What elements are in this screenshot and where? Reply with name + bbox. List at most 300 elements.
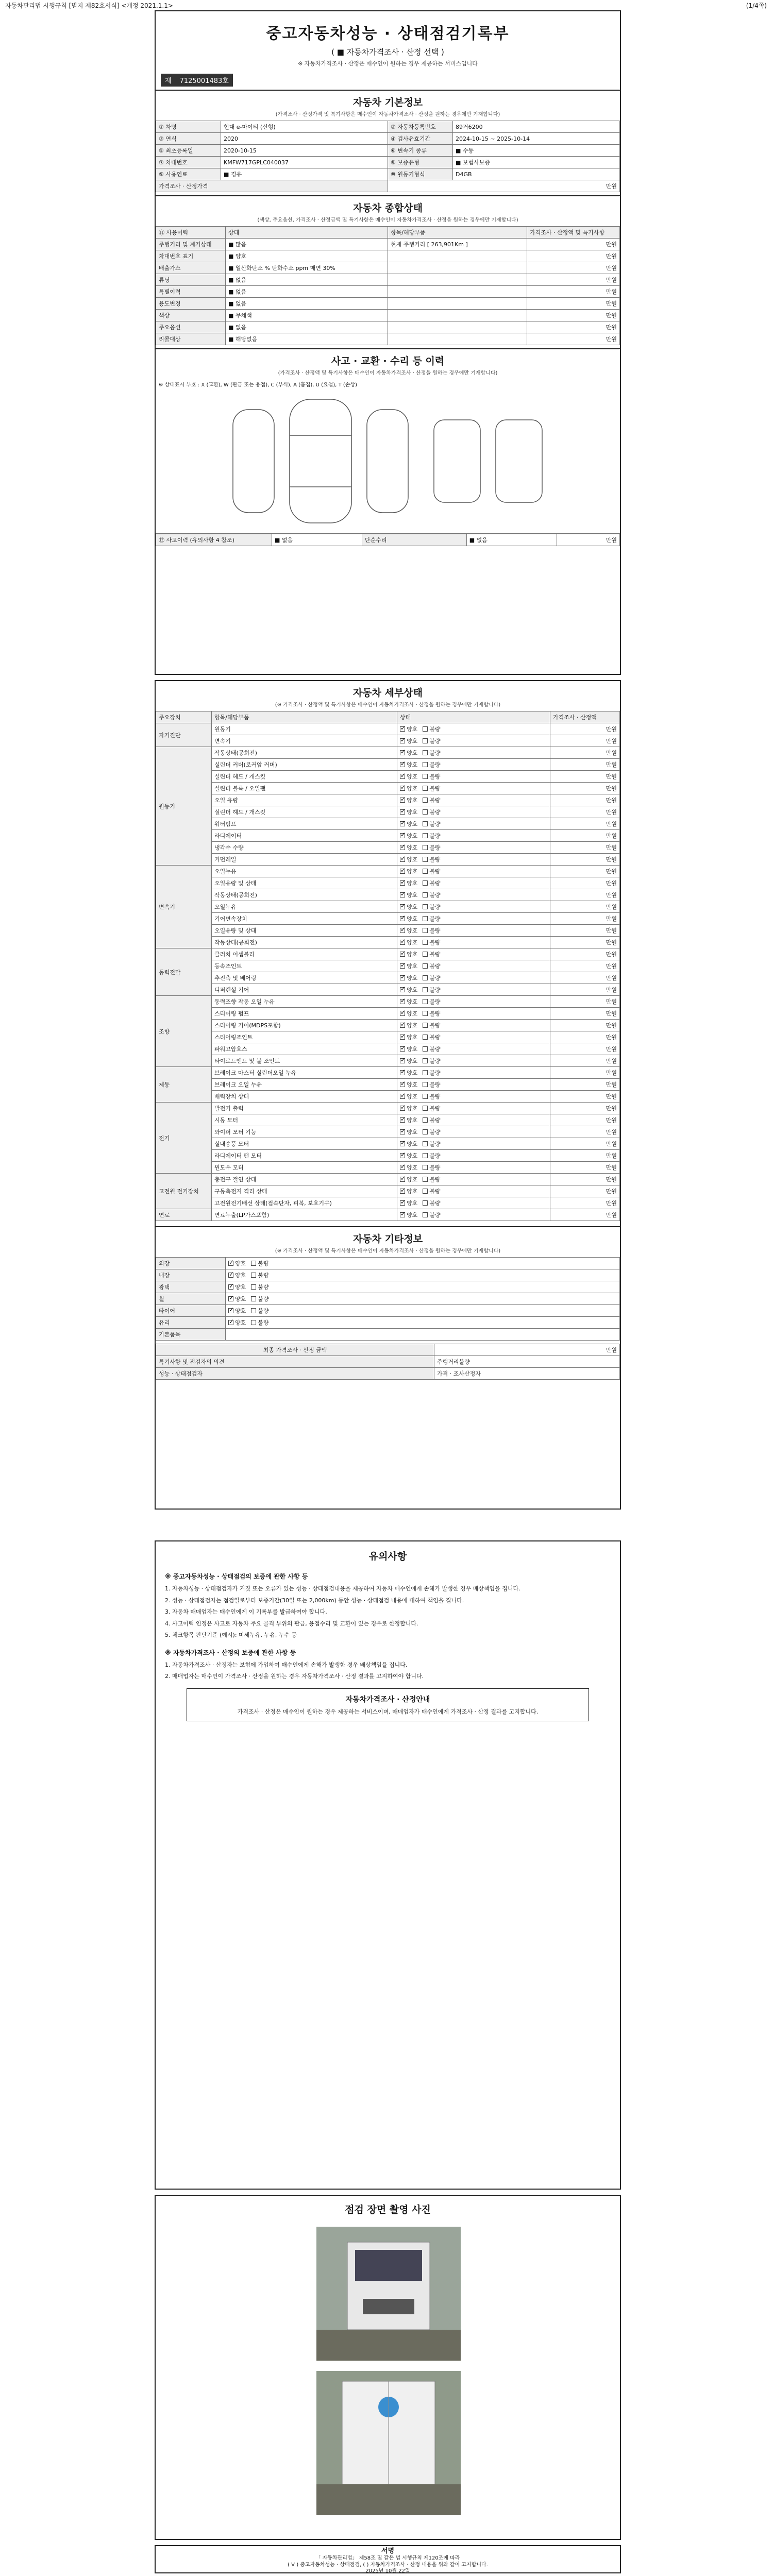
detail-row — [156, 1185, 620, 1197]
state-bad-label: 불량 — [429, 892, 441, 899]
detail-row — [156, 937, 620, 948]
detail-state — [397, 842, 550, 854]
checkbox-good[interactable] — [400, 786, 405, 791]
detail-state — [397, 877, 550, 889]
checkbox-good[interactable] — [400, 821, 405, 826]
detail-group: 자기진단 — [156, 723, 212, 747]
checkbox-bad[interactable] — [423, 952, 428, 957]
detail-row — [156, 735, 620, 747]
detail-price: 만원 — [550, 1114, 620, 1126]
detail-group: 전기 — [156, 1103, 212, 1174]
detail-row — [156, 877, 620, 889]
overall-state: ■ 무채색 — [226, 310, 388, 321]
overall-row — [156, 262, 620, 274]
overall-row — [156, 298, 620, 310]
checkbox-bad[interactable] — [423, 963, 428, 969]
detail-state — [397, 1091, 550, 1103]
overall-key: 튜닝 — [156, 274, 226, 286]
checkbox-good[interactable] — [400, 738, 405, 743]
checkbox-good[interactable] — [400, 1082, 405, 1087]
checkbox-good[interactable] — [400, 952, 405, 957]
detail-state — [397, 901, 550, 913]
overall-price: 만원 — [527, 298, 620, 310]
checkbox-bad[interactable] — [251, 1320, 256, 1325]
detail-row — [156, 1138, 620, 1150]
checkbox-good[interactable] — [400, 762, 405, 767]
notice-box-title: 자동차가격조사 · 산정안내 — [345, 1695, 430, 1704]
overall-row — [156, 333, 620, 345]
detail-state — [397, 747, 550, 759]
checkbox-good[interactable] — [228, 1273, 233, 1278]
overall-key: 특별이력 — [156, 286, 226, 298]
basic-key: ⑥ 변속기 종류 — [388, 145, 453, 157]
checkbox-good[interactable] — [400, 1058, 405, 1063]
checkbox-bad[interactable] — [423, 857, 428, 862]
truck-front-photo — [316, 2227, 461, 2361]
checkbox-bad[interactable] — [423, 1189, 428, 1194]
detail-price: 만원 — [550, 747, 620, 759]
detail-state — [397, 818, 550, 830]
state-bad-label: 불량 — [429, 797, 441, 804]
checkbox-bad[interactable] — [423, 916, 428, 921]
overall-price: 만원 — [527, 333, 620, 345]
checkbox-good[interactable] — [400, 1212, 405, 1217]
detail-state — [397, 866, 550, 877]
detail-subtitle: (※ 가격조사 · 산정액 및 특기사항은 매수인이 자동차가격조사 · 산정을 원하는 경우에만 기재합니다) — [275, 702, 501, 708]
state-good-label: 양호 — [407, 880, 418, 887]
state-good-label: 양호 — [407, 856, 418, 863]
detail-item: 변속기 — [212, 735, 397, 747]
checkbox-bad[interactable] — [423, 975, 428, 980]
checkbox-good[interactable] — [400, 999, 405, 1004]
state-bad-label: 불량 — [429, 750, 441, 756]
checkbox-bad[interactable] — [423, 774, 428, 779]
photos-title: 점검 장면 촬영 사진 — [345, 2204, 431, 2215]
other-state — [226, 1281, 620, 1293]
overall-key: 주요옵션 — [156, 321, 226, 333]
state-good-label: 양호 — [407, 939, 418, 946]
overall-desc — [388, 250, 527, 262]
detail-item: 스티어링 기어(MDPS포함) — [212, 1020, 397, 1031]
state-bad-label: 불량 — [429, 1070, 441, 1076]
state-bad-label: 불량 — [258, 1319, 269, 1326]
checkbox-good[interactable] — [400, 857, 405, 862]
checkbox-good[interactable] — [400, 1046, 405, 1052]
detail-header: 상태 — [397, 711, 550, 723]
other-key: 외장 — [156, 1258, 226, 1269]
detail-state — [397, 783, 550, 794]
basic-value: D4GB — [453, 168, 620, 180]
state-bad-label: 불량 — [258, 1260, 269, 1267]
state-good-label: 양호 — [407, 797, 418, 804]
checkbox-bad[interactable] — [423, 1035, 428, 1040]
detail-row — [156, 1162, 620, 1174]
checkbox-good[interactable] — [400, 1189, 405, 1194]
checkbox-bad[interactable] — [423, 833, 428, 838]
notice-item: 1. 자동차성능 · 상태점검자가 거짓 또는 오류가 있는 성능 · 상태점검내용을 제공하여 자동차 매수인에게 손해가 발생한 경우 배상책임을 집니다. — [165, 1585, 520, 1592]
state-good-label: 양호 — [407, 975, 418, 981]
checkbox-bad[interactable] — [423, 1117, 428, 1123]
detail-state — [397, 1103, 550, 1114]
detail-price: 만원 — [550, 1020, 620, 1031]
detail-row — [156, 747, 620, 759]
basic-value: 2020 — [221, 133, 388, 145]
checkbox-bad[interactable] — [423, 999, 428, 1004]
checkbox-good[interactable] — [400, 1094, 405, 1099]
checkbox-bad[interactable] — [423, 1153, 428, 1158]
state-good-label: 양호 — [407, 916, 418, 922]
state-good-label: 양호 — [407, 1200, 418, 1207]
overall-price: 만원 — [527, 262, 620, 274]
checkbox-bad[interactable] — [423, 1082, 428, 1087]
detail-state — [397, 889, 550, 901]
state-bad-label: 불량 — [258, 1272, 269, 1279]
detail-row — [156, 759, 620, 771]
page-indicator: (1/4쪽) — [746, 2, 767, 9]
checkbox-bad[interactable] — [423, 892, 428, 897]
special-value: 주행거리불량 — [434, 1356, 620, 1368]
overall-price: 만원 — [527, 250, 620, 262]
state-bad-label: 불량 — [429, 833, 441, 839]
state-good-label: 양호 — [407, 951, 418, 958]
state-good-label: 양호 — [407, 844, 418, 851]
checkbox-bad[interactable] — [423, 1058, 428, 1063]
checkbox-bad[interactable] — [423, 762, 428, 767]
checkbox-good[interactable] — [400, 845, 405, 850]
detail-item: 라디에이터 팬 모터 — [212, 1150, 397, 1162]
checkbox-good[interactable] — [400, 774, 405, 779]
checkbox-bad[interactable] — [423, 1165, 428, 1170]
notice-item: 4. 사고이력 인정은 사고로 자동차 주요 골격 부위의 판금, 용접수리 및 교환이 있는 경우로 한정합니다. — [165, 1620, 418, 1627]
basic-key: ⑨ 사용연료 — [156, 168, 221, 180]
title-block — [156, 11, 620, 74]
detail-price: 만원 — [550, 1185, 620, 1197]
state-good-label: 양호 — [407, 1105, 418, 1112]
checkbox-good[interactable] — [400, 809, 405, 815]
detail-item: 스티어링 펌프 — [212, 1008, 397, 1020]
checkbox-good[interactable] — [228, 1284, 233, 1290]
checkbox-bad[interactable] — [423, 928, 428, 933]
detail-row — [156, 830, 620, 842]
page-title: 중고자동차성능 · 상태점검기록부 — [266, 25, 510, 43]
checkbox-bad[interactable] — [423, 880, 428, 886]
checkbox-bad[interactable] — [423, 1141, 428, 1146]
checkbox-bad[interactable] — [251, 1261, 256, 1266]
other-key: 유리 — [156, 1317, 226, 1329]
overall-state: ■ 없음 — [226, 274, 388, 286]
price-inspector-label: 가격 · 조사산정자 — [434, 1368, 620, 1380]
state-bad-label: 불량 — [429, 809, 441, 816]
detail-state — [397, 759, 550, 771]
detail-row — [156, 723, 620, 735]
checkbox-good[interactable] — [400, 1106, 405, 1111]
state-good-label: 양호 — [407, 1058, 418, 1064]
other-state — [226, 1317, 620, 1329]
checkbox-good[interactable] — [400, 940, 405, 945]
checkbox-good[interactable] — [400, 904, 405, 909]
checkbox-good[interactable] — [400, 987, 405, 992]
checkbox-good[interactable] — [400, 880, 405, 886]
checkbox-bad[interactable] — [423, 1106, 428, 1111]
sign-block — [156, 2546, 620, 2576]
detail-price: 만원 — [550, 806, 620, 818]
checkbox-good[interactable] — [400, 1153, 405, 1158]
accident-title: 사고 · 교환 · 수리 등 이력 — [156, 348, 620, 368]
overall-key: 용도변경 — [156, 298, 226, 310]
state-good-label: 양호 — [235, 1272, 246, 1279]
checkbox-good[interactable] — [400, 1129, 405, 1134]
checkbox-bad[interactable] — [423, 904, 428, 909]
overall-subtitle: (색상, 주요옵션, 가격조사 · 산정금액 및 특기사항은 매수인이 자동차가격조사 · 산정을 원하는 경우에만 기재합니다) — [257, 217, 518, 223]
basic-value: 2020-10-15 — [221, 145, 388, 157]
accident-history-value: ■ 없음 — [272, 534, 362, 546]
other-row — [156, 1269, 620, 1281]
checkbox-bad[interactable] — [423, 1011, 428, 1016]
other-key: 광택 — [156, 1281, 226, 1293]
detail-price: 만원 — [550, 830, 620, 842]
state-good-label: 양호 — [407, 809, 418, 816]
checkbox-bad[interactable] — [423, 726, 428, 732]
simple-repair-value: ■ 없음 — [466, 534, 557, 546]
sign-line-1: 「 자동차관리법」 제58조 및 같은 법 시행규칙 제120조에 따라 — [315, 2555, 460, 2562]
detail-group: 변속기 — [156, 866, 212, 948]
checkbox-good[interactable] — [400, 726, 405, 732]
detail-item: 기어변속장치 — [212, 913, 397, 925]
state-bad-label: 불량 — [429, 1046, 441, 1053]
detail-price: 만원 — [550, 1091, 620, 1103]
checkbox-good[interactable] — [400, 750, 405, 755]
checkbox-bad[interactable] — [423, 1212, 428, 1217]
detail-item: 워터펌프 — [212, 818, 397, 830]
detail-item: 오일누유 — [212, 901, 397, 913]
checkbox-bad[interactable] — [423, 1200, 428, 1206]
overall-table — [156, 226, 620, 345]
checkbox-bad[interactable] — [251, 1296, 256, 1301]
basic-key: ③ 연식 — [156, 133, 221, 145]
detail-state — [397, 984, 550, 996]
basic-items-label: 기본품목 — [156, 1329, 226, 1341]
checkbox-good[interactable] — [228, 1296, 233, 1301]
detail-item: 실린더 헤드 / 개스킷 — [212, 806, 397, 818]
state-bad-label: 불량 — [429, 939, 441, 946]
sign-date: 2025년 10월 22일 — [365, 2568, 410, 2574]
checkbox-good[interactable] — [400, 869, 405, 874]
overall-price: 만원 — [527, 239, 620, 250]
checkbox-bad[interactable] — [423, 987, 428, 992]
checkbox-good[interactable] — [228, 1261, 233, 1266]
state-good-label: 양호 — [407, 1081, 418, 1088]
state-good-label: 양호 — [407, 1034, 418, 1041]
basic-row — [156, 168, 620, 180]
detail-state — [397, 972, 550, 984]
car-frame-2 — [496, 420, 542, 502]
checkbox-good[interactable] — [400, 1070, 405, 1075]
detail-row — [156, 1067, 620, 1079]
accident-history-label: ⑫ 사고이력 (유의사항 4 참조) — [156, 534, 272, 546]
checkbox-bad[interactable] — [423, 869, 428, 874]
checkbox-good[interactable] — [400, 1177, 405, 1182]
detail-row — [156, 1174, 620, 1185]
other-subtitle: (※ 가격조사 · 산정액 및 특기사항은 매수인이 자동차가격조사 · 산정을 원하는 경우에만 기재합니다) — [275, 1248, 501, 1254]
checkbox-bad[interactable] — [423, 786, 428, 791]
checkbox-bad[interactable] — [423, 798, 428, 803]
detail-price: 만원 — [550, 889, 620, 901]
state-bad-label: 불량 — [429, 1176, 441, 1183]
notice-guide-box — [187, 1688, 589, 1721]
state-good-label: 양호 — [407, 1022, 418, 1029]
detail-price: 만원 — [550, 913, 620, 925]
form-reference: 자동차관리법 시행규칙 [별지 제82호서식] <개정 2021.1.1> — [5, 2, 173, 9]
state-bad-label: 불량 — [429, 1022, 441, 1029]
other-key: 타이어 — [156, 1305, 226, 1317]
checkbox-good[interactable] — [400, 1011, 405, 1016]
checkbox-good[interactable] — [400, 1200, 405, 1206]
checkbox-bad[interactable] — [423, 845, 428, 850]
detail-state — [397, 723, 550, 735]
checkbox-bad[interactable] — [251, 1273, 256, 1278]
checkbox-good[interactable] — [400, 1141, 405, 1146]
overall-desc — [388, 262, 527, 274]
state-bad-label: 불량 — [429, 1200, 441, 1207]
detail-item: 브레이크 오일 누유 — [212, 1079, 397, 1091]
checkbox-bad[interactable] — [423, 1070, 428, 1075]
other-row — [156, 1305, 620, 1317]
detail-item: 시동 모터 — [212, 1114, 397, 1126]
detail-item: 실린더 헤드 / 개스킷 — [212, 771, 397, 783]
detail-item: 오일 유량 — [212, 794, 397, 806]
detail-row — [156, 1043, 620, 1055]
checkbox-good[interactable] — [400, 928, 405, 933]
checkbox-good[interactable] — [400, 916, 405, 921]
state-bad-label: 불량 — [429, 975, 441, 981]
detail-price: 만원 — [550, 1055, 620, 1067]
checkbox-good[interactable] — [400, 892, 405, 897]
detail-row — [156, 1091, 620, 1103]
overall-header: 상태 — [226, 227, 388, 239]
checkbox-good[interactable] — [400, 798, 405, 803]
detail-price: 만원 — [550, 960, 620, 972]
detail-title: 자동차 세부상태 — [352, 687, 423, 699]
other-state — [226, 1269, 620, 1281]
state-good-label: 양호 — [407, 1046, 418, 1053]
detail-item: 오일누유 — [212, 866, 397, 877]
checkbox-bad[interactable] — [423, 750, 428, 755]
document-number — [156, 74, 620, 90]
other-key: 휠 — [156, 1293, 226, 1305]
checkbox-good[interactable] — [400, 963, 405, 969]
state-good-label: 양호 — [407, 738, 418, 744]
checkbox-bad[interactable] — [251, 1308, 256, 1313]
detail-item: 작동상태(공회전) — [212, 747, 397, 759]
accident-subtitle: (가격조사 · 산정액 및 특기사항은 매수인이 자동차가격조사 · 산정을 원하는 경우에만 기재합니다) — [278, 370, 498, 376]
detail-state — [397, 1043, 550, 1055]
checkbox-good[interactable] — [228, 1320, 233, 1325]
state-good-label: 양호 — [235, 1260, 246, 1267]
state-good-label: 양호 — [407, 821, 418, 827]
state-bad-label: 불량 — [429, 1129, 441, 1136]
car-frame-1 — [434, 420, 480, 502]
checkbox-bad[interactable] — [423, 1177, 428, 1182]
detail-price: 만원 — [550, 794, 620, 806]
detail-price: 만원 — [550, 866, 620, 877]
checkbox-bad[interactable] — [423, 1023, 428, 1028]
detail-price: 만원 — [550, 1209, 620, 1221]
detail-state — [397, 1209, 550, 1221]
state-bad-label: 불량 — [429, 1058, 441, 1064]
checkbox-bad[interactable] — [423, 1129, 428, 1134]
detail-price: 만원 — [550, 759, 620, 771]
inspector-label: 성능 · 상태점검자 — [156, 1368, 434, 1380]
other-key: 내장 — [156, 1269, 226, 1281]
detail-item: 실린더 블록 / 오일팬 — [212, 783, 397, 794]
detail-table — [156, 711, 620, 1221]
checkbox-bad[interactable] — [423, 738, 428, 743]
basic-row — [156, 121, 620, 133]
state-good-label: 양호 — [407, 1129, 418, 1136]
checkbox-bad[interactable] — [423, 1046, 428, 1052]
state-bad-label: 불량 — [429, 761, 441, 768]
notice-item: 1. 자동차가격조사 · 산정자는 보험에 가입하여 매수인에게 손해가 발생한 경우 배상책임을 집니다. — [165, 1661, 408, 1668]
sign-line-2: ( V ) 중고자동차성능 · 상태점검, ( ) 자동차가격조사 · 산정 내용을 위와 같이 고지합니다. — [288, 2562, 488, 2568]
overall-state: ■ 양호 — [226, 250, 388, 262]
state-bad-label: 불량 — [429, 1105, 441, 1112]
detail-row — [156, 913, 620, 925]
detail-row — [156, 842, 620, 854]
detail-row — [156, 901, 620, 913]
checkbox-good[interactable] — [400, 1023, 405, 1028]
checkbox-bad[interactable] — [423, 821, 428, 826]
checkbox-bad[interactable] — [251, 1284, 256, 1290]
checkbox-good[interactable] — [400, 1117, 405, 1123]
checkbox-good[interactable] — [400, 1165, 405, 1170]
detail-item: 파워고압호스 — [212, 1043, 397, 1055]
detail-item: 추진축 및 베어링 — [212, 972, 397, 984]
notice-heading-1: ※ 중고자동차성능 · 상태점검의 보증에 관한 사항 등 — [165, 1573, 308, 1580]
basic-info-subtitle: (가격조사 · 산정가격 및 특기사항은 매수인이 자동차가격조사 · 산정을 원하는 경우에만 기재합니다) — [275, 112, 500, 117]
overall-price: 만원 — [527, 321, 620, 333]
checkbox-good[interactable] — [400, 1035, 405, 1040]
overall-desc: 현재 주행거리 [ 263,901Km ] — [388, 239, 527, 250]
state-bad-label: 불량 — [429, 821, 441, 827]
state-good-label: 양호 — [407, 868, 418, 875]
detail-item: 실내송풍 모터 — [212, 1138, 397, 1150]
checkbox-bad[interactable] — [423, 1094, 428, 1099]
detail-price: 만원 — [550, 925, 620, 937]
checkbox-bad[interactable] — [423, 940, 428, 945]
detail-state — [397, 1162, 550, 1174]
overall-desc — [388, 321, 527, 333]
detail-item: 냉각수 수량 — [212, 842, 397, 854]
detail-state — [397, 1150, 550, 1162]
state-bad-label: 불량 — [429, 868, 441, 875]
detail-row — [156, 1209, 620, 1221]
state-bad-label: 불량 — [429, 1093, 441, 1100]
basic-row — [156, 145, 620, 157]
overall-row — [156, 286, 620, 298]
accident-table — [156, 534, 620, 546]
overall-price: 만원 — [527, 286, 620, 298]
checkbox-bad[interactable] — [423, 809, 428, 815]
total-title: 최종 가격조사 · 산정 금액 — [156, 1344, 434, 1356]
state-bad-label: 불량 — [258, 1284, 269, 1291]
sign-title: 서명 — [381, 2547, 395, 2555]
checkbox-good[interactable] — [400, 833, 405, 838]
detail-price: 만원 — [550, 783, 620, 794]
checkbox-good[interactable] — [228, 1308, 233, 1313]
other-title: 자동차 기타정보 — [156, 1226, 620, 1246]
other-row — [156, 1317, 620, 1329]
checkbox-good[interactable] — [400, 975, 405, 980]
